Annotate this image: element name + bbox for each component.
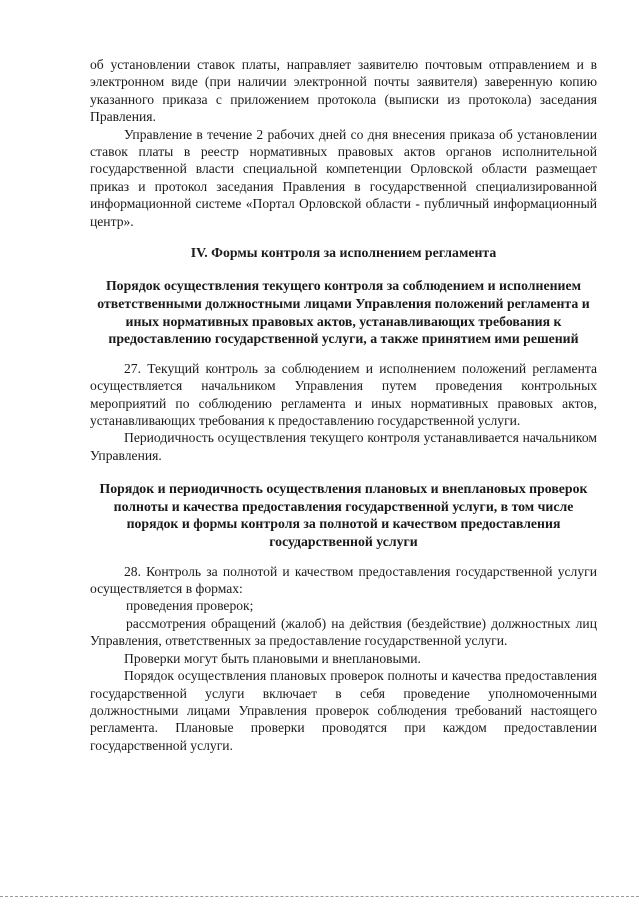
paragraph-inspection-types: Проверки могут быть плановыми и внеплановыми. <box>124 650 421 666</box>
paragraph-publication: Управление в течение 2 рабочих дней со дня внесения приказа об установлении ставок платы в реестр нормативных правовых актов органов исполнительной государственной власти специальной компетенции Орловской области размещает приказ и протокол заседания Правления в государственной специализированной информационной системе «Портал Орловской области - публичный информационный центр». <box>90 126 597 229</box>
list-item-complaints: рассмотрения обращений (жалоб) на действия (бездействие) должностных лиц Управления, ответственных за предоставление государственной услуги. <box>90 615 597 649</box>
paragraph-continuation: об установлении ставок платы, направляет заявителю почтовым отправлением и в электронном виде (при наличии электронной почты заявителя) заверенную копию указанного приказа с приложением протокола (выписки из протокола) заседания Правления. <box>90 57 597 125</box>
scan-edge-line <box>0 896 639 897</box>
list-item-inspections: проведения проверок; <box>126 598 254 614</box>
spacer <box>90 348 597 360</box>
paragraph-periodicity: Периодичность осуществления текущего контроля устанавливается начальником Управления. <box>90 430 597 463</box>
subheading-current-control: Порядок осуществления текущего контроля за соблюдением и исполнением ответственными должностными лицами Управления положений регламента и иных нормативных правовых актов, устанавливающих требования к предоставлению государственной услуги, а также принятием ими решений <box>97 278 590 347</box>
subheading-inspections: Порядок и периодичность осуществления плановых и внеплановых проверок полноты и качества предоставления государственной услуги, в том числе порядок и формы контроля за полнотой и качеством предоставления государственной услуги <box>99 481 588 550</box>
paragraph-28: 28. Контроль за полнотой и качеством предоставления государственной услуги осуществляется в формах: <box>90 563 597 597</box>
section-title: IV. Формы контроля за исполнением регламента <box>190 245 497 261</box>
paragraph-planned-inspections: Порядок осуществления плановых проверок полноты и качества предоставления государственной услуги включает в себя проведение уполномоченными должностными лицами Управления проверок соблюдения требований настоящего регламента. Плановые проверки проводятся при каждом предоставлении государственной услуги. <box>90 668 597 753</box>
paragraph-27: 27. Текущий контроль за соблюдением и исполнением положений регламента осуществляется начальником Управления путем проведения контрольных мероприятий по соблюдению регламента и иных нормативных правовых актов, устанавливающих требования к предоставлению государственной услуги. <box>90 360 597 429</box>
spacer <box>90 551 597 563</box>
